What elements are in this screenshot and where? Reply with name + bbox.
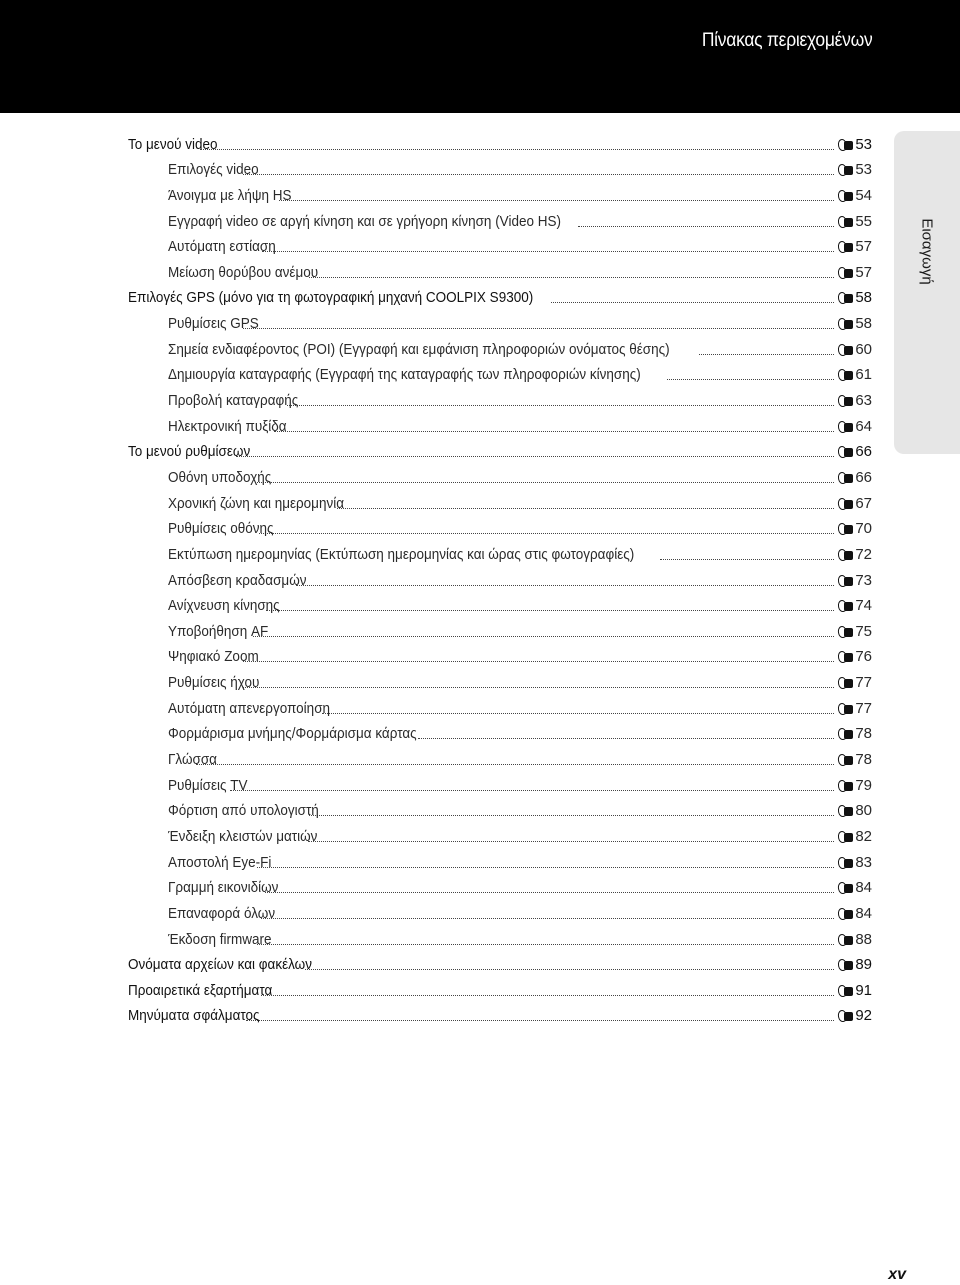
toc-page-number: 70 [855,520,872,538]
toc-page-number: 74 [855,597,872,615]
toc-entry-title: Ηλεκτρονική πυξίδα [168,417,287,435]
toc-page-number: 58 [855,289,872,307]
toc-entry-title: Ρυθμίσεις ήχου [168,674,260,692]
toc-entry[interactable] [128,333,872,359]
toc-entry-page [838,623,872,641]
toc-leader-dots [337,508,834,509]
toc-page-number: 57 [855,263,872,281]
toc-page-number: 63 [855,392,872,410]
toc-leader-dots [309,277,835,278]
toc-leader-dots [243,174,835,175]
toc-leader-dots [322,713,834,714]
toc-entry-page [838,213,872,231]
toc-page-number: 53 [855,161,872,179]
reference-section-icon [838,369,854,382]
toc-entry-title: Αποστολή Eye-Fi [168,853,272,871]
toc-entry[interactable] [128,513,872,539]
toc-entry-title: Προβολή καταγραφής [168,392,299,410]
reference-section-icon [838,703,854,716]
toc-entry[interactable] [128,154,872,180]
toc-entry-page [838,136,872,154]
toc-leader-dots [259,533,834,534]
toc-leader-dots [261,918,835,919]
toc-page-number: 91 [855,981,872,999]
toc-entry[interactable] [128,590,872,616]
reference-section-icon [838,677,854,690]
toc-leader-dots [296,585,835,586]
toc-entry-page [838,879,872,897]
toc-leader-dots [305,969,835,970]
toc-page-number: 84 [855,904,872,922]
toc-entry-title: Οθόνη υποδοχής [168,468,272,486]
reference-section-icon [838,831,854,844]
toc-leader-dots [660,559,834,560]
toc-entry[interactable] [128,846,872,872]
toc-entry-title: Το μενού video [128,135,218,153]
toc-page-number: 78 [855,725,872,743]
toc-page-number: 73 [855,571,872,589]
reference-section-icon [838,318,854,331]
toc-entry-page [838,905,872,923]
toc-entry[interactable] [128,795,872,821]
toc-entry-title: Ένδειξη κλειστών ματιών [168,827,318,845]
reference-section-icon [838,882,854,895]
reference-section-icon [838,190,854,203]
toc-entry-page [838,982,872,1000]
toc-entry-page [838,648,872,666]
toc-leader-dots [262,251,835,252]
toc-entry[interactable] [128,410,872,436]
toc-entry-title: Ανίχνευση κίνησης [168,597,280,615]
toc-page-number: 55 [855,212,872,230]
toc-page-number: 54 [855,186,872,204]
reference-section-icon [838,164,854,177]
reference-section-icon [838,241,854,254]
toc-entry-page [838,341,872,359]
toc-entry-page [838,597,872,615]
toc-leader-dots [257,867,835,868]
toc-page-number: 53 [855,135,872,153]
toc-entry[interactable] [128,769,872,795]
page-header [0,0,960,113]
toc-entry-title: Εγγραφή video σε αργή κίνηση και σε γρήγορη κίνηση (Video HS) [168,212,561,230]
toc-leader-dots [243,328,835,329]
toc-leader-dots [578,226,834,227]
toc-entry-page [838,931,872,949]
toc-entry-page [838,572,872,590]
toc-entry[interactable] [128,205,872,231]
toc-entry[interactable] [128,282,872,308]
page-number: xv [888,1266,906,1283]
toc-page-number: 82 [855,827,872,845]
reference-section-icon [838,857,854,870]
reference-section-icon [838,985,854,998]
reference-section-icon [838,446,854,459]
toc-entry-title: Μηνύματα σφάλματος [128,1007,260,1025]
toc-entry-page [838,289,872,307]
toc-entry-title: Γραμμή εικονιδίων [168,879,279,897]
toc-entry[interactable] [128,128,872,154]
toc-entry-page [838,418,872,436]
toc-entry-page [838,700,872,718]
toc-entry[interactable] [128,1000,872,1026]
reference-section-icon [838,754,854,767]
toc-leader-dots [551,302,835,303]
toc-leader-dots [257,482,835,483]
toc-entry-title: Ψηφιακό Zoom [168,648,259,666]
toc-entry-title: Επιλογές video [168,161,259,179]
toc-entry-page [838,392,872,410]
toc-page-number: 57 [855,238,872,256]
reference-section-icon [838,626,854,639]
toc-page-number: 67 [855,494,872,512]
toc-entry[interactable] [128,538,872,564]
toc-entry[interactable] [128,820,872,846]
toc-entry-page [838,725,872,743]
toc-entry[interactable] [128,359,872,385]
reference-section-icon [838,344,854,357]
toc-entry-page [838,802,872,820]
toc-entry-title: Χρονική ζώνη και ημερομηνία [168,494,345,512]
toc-entry-title: Φορμάρισμα μνήμης/Φορμάρισμα κάρτας [168,725,417,743]
toc-entry[interactable] [128,384,872,410]
toc-entry-title: Εκτύπωση ημερομηνίας (Εκτύπωση ημερομηνίας και ώρας στις φωτογραφίες) [168,545,635,563]
toc-entry[interactable] [128,743,872,769]
section-side-tab[interactable] [894,131,960,454]
toc-page-number: 58 [855,315,872,333]
toc-leader-dots [261,995,835,996]
reference-section-icon [838,934,854,947]
toc-page-number: 84 [855,879,872,897]
toc-entry-title: Το μενού ρυθμίσεων [128,443,251,461]
toc-entry[interactable] [128,974,872,1000]
toc-entry-page [838,854,872,872]
toc-entry[interactable] [128,231,872,257]
toc-entry-page [838,495,872,513]
toc-leader-dots [243,687,834,688]
toc-page-number: 92 [855,1007,872,1025]
toc-leader-dots [699,354,834,355]
toc-entry-page [838,366,872,384]
toc-entry[interactable] [128,666,872,692]
toc-leader-dots [230,790,834,791]
toc-leader-dots [257,944,834,945]
reference-section-icon [838,472,854,485]
toc-entry[interactable] [128,307,872,333]
toc-entry[interactable] [128,692,872,718]
toc-leader-dots [667,379,834,380]
toc-entry-page [838,238,872,256]
toc-entry-title: Ρυθμίσεις TV [168,776,248,794]
toc-entry[interactable] [128,487,872,513]
reference-section-icon [838,575,854,588]
toc-leader-dots [236,456,834,457]
toc-entry-page [838,674,872,692]
toc-page-number: 78 [855,751,872,769]
toc-leader-dots [200,149,835,150]
toc-entry-page [838,1007,872,1025]
toc-entry[interactable] [128,179,872,205]
toc-entry-title: Ρυθμίσεις οθόνης [168,520,274,538]
toc-entry-page [838,956,872,974]
table-of-contents [128,128,872,1025]
side-tab-label: Εισαγωγή [918,218,936,285]
toc-entry-title: Υποβοήθηση AF [168,622,269,640]
toc-leader-dots [265,892,835,893]
toc-entry[interactable] [128,615,872,641]
toc-entry[interactable] [128,564,872,590]
reference-section-icon [838,651,854,664]
toc-entry[interactable] [128,461,872,487]
toc-entry[interactable] [128,949,872,975]
toc-entry[interactable] [128,436,872,462]
reference-section-icon [838,498,854,511]
toc-leader-dots [308,841,834,842]
toc-leader-dots [246,1020,834,1021]
toc-entry-title: Απόσβεση κραδασμών [168,571,307,589]
toc-page-number: 79 [855,776,872,794]
toc-leader-dots [253,636,834,637]
toc-page-number: 75 [855,622,872,640]
toc-entry-title: Προαιρετικά εξαρτήματα [128,981,273,999]
toc-leader-dots [279,200,834,201]
toc-entry-title: Μείωση θορύβου ανέμου [168,263,319,281]
reference-section-icon [838,1010,854,1023]
toc-page-number: 77 [855,699,872,717]
toc-entry-page [838,264,872,282]
reference-section-icon [838,523,854,536]
toc-entry[interactable] [128,923,872,949]
toc-entry-page [838,520,872,538]
toc-entry[interactable] [128,897,872,923]
reference-section-icon [838,421,854,434]
reference-section-icon [838,139,854,152]
toc-entry-page [838,315,872,333]
toc-page-number: 64 [855,417,872,435]
toc-entry-page [838,828,872,846]
toc-leader-dots [309,815,834,816]
toc-entry-title: Έκδοση firmware [168,930,272,948]
toc-page-number: 88 [855,930,872,948]
toc-leader-dots [287,405,835,406]
toc-page-number: 83 [855,853,872,871]
toc-page-number: 61 [855,366,872,384]
toc-entry-title: Αυτόματη εστίαση [168,238,276,256]
toc-entry[interactable] [128,641,872,667]
toc-page-number: 80 [855,802,872,820]
reference-section-icon [838,805,854,818]
toc-page-number: 89 [855,956,872,974]
toc-entry-title: Ρυθμίσεις GPS [168,315,259,333]
reference-section-icon [838,728,854,741]
toc-entry-title: Επαναφορά όλων [168,904,276,922]
toc-entry-page [838,751,872,769]
toc-page-number: 72 [855,545,872,563]
toc-entry-page [838,443,872,461]
toc-entry-title: Άνοιγμα με λήψη HS [168,186,292,204]
toc-entry-page [838,187,872,205]
toc-entry-title: Αυτόματη απενεργοποίηση [168,699,331,717]
reference-section-icon [838,908,854,921]
reference-section-icon [838,216,854,229]
toc-page-number: 77 [855,674,872,692]
toc-page-number: 76 [855,648,872,666]
toc-leader-dots [274,431,835,432]
toc-page-number: 66 [855,468,872,486]
header-title: Πίνακας περιεχομένων [701,30,872,51]
toc-page-number: 60 [855,340,872,358]
toc-entry-title: Δημιουργία καταγραφής (Εγγραφή της καταγραφής των πληροφοριών κίνησης) [168,366,641,384]
toc-entry-title: Επιλογές GPS (μόνο για τη φωτογραφική μηχανή COOLPIX S9300) [128,289,534,307]
toc-entry-title: Σημεία ενδιαφέροντος (POI) (Εγγραφή και εμφάνιση πληροφοριών ονόματος θέσης) [168,340,670,358]
toc-leader-dots [196,764,834,765]
toc-entry-title: Γλώσσα [168,751,217,769]
reference-section-icon [838,780,854,793]
toc-entry[interactable] [128,872,872,898]
toc-entry[interactable] [128,256,872,282]
toc-leader-dots [243,661,835,662]
reference-section-icon [838,292,854,305]
reference-section-icon [838,267,854,280]
reference-section-icon [838,959,854,972]
toc-entry-title: Φόρτιση από υπολογιστή [168,802,319,820]
toc-leader-dots [266,610,834,611]
toc-page-number: 66 [855,443,872,461]
toc-entry-page [838,777,872,795]
reference-section-icon [838,600,854,613]
toc-entry-title: Ονόματα αρχείων και φακέλων [128,956,312,974]
toc-entry-page [838,161,872,179]
toc-entry-page [838,469,872,487]
toc-entry-page [838,546,872,564]
reference-section-icon [838,395,854,408]
toc-leader-dots [418,738,834,739]
reference-section-icon [838,549,854,562]
toc-entry[interactable] [128,718,872,744]
